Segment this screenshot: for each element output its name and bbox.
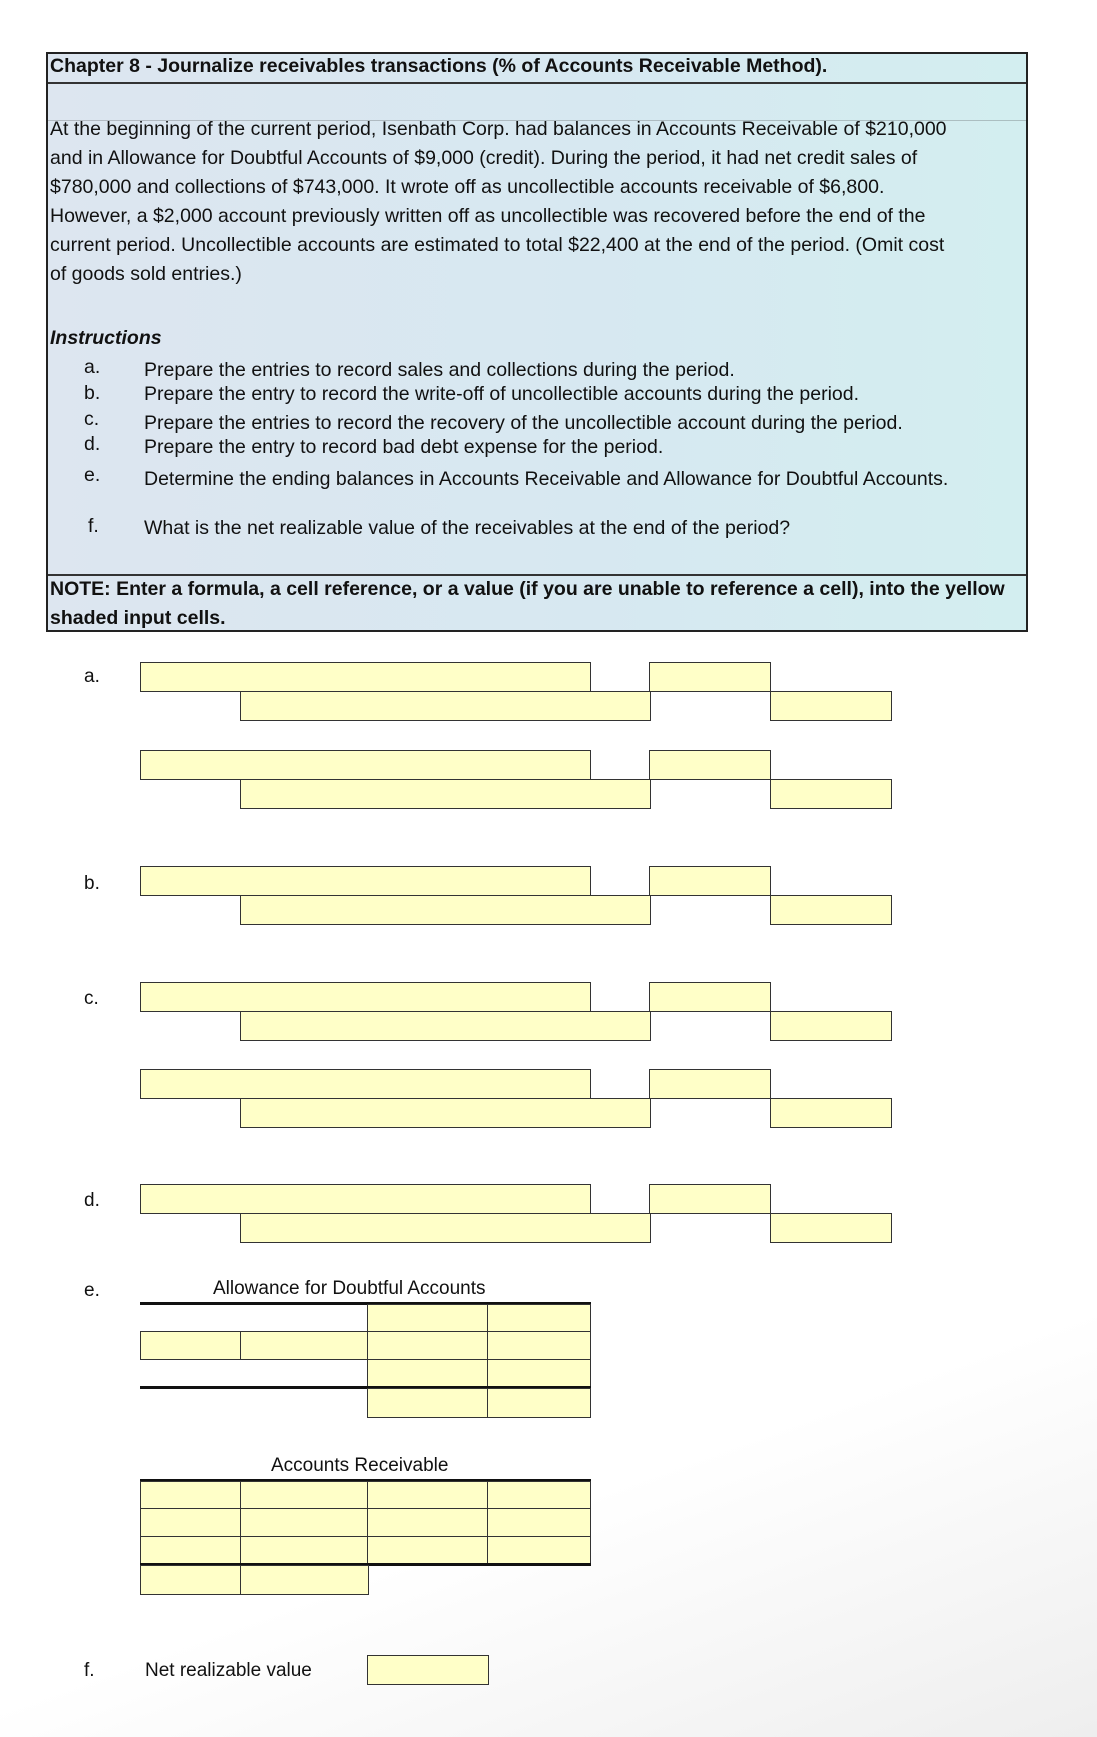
instruction-letter-d: d. [84,433,101,455]
ar-r3-c1-input[interactable] [140,1536,242,1564]
b-credit-amount-input[interactable] [770,895,892,925]
allowance-account-title: Allowance for Doubtful Accounts [213,1278,486,1299]
instruction-letter-e: e. [84,464,101,486]
ar-r1-c2-input[interactable] [240,1481,369,1509]
b-debit-account-input[interactable] [140,866,591,896]
a2-debit-account-input[interactable] [140,750,591,780]
problem-top-rule [48,120,1026,121]
ar-r1-c4-input[interactable] [487,1481,591,1509]
a1-debit-account-input[interactable] [140,662,591,692]
c1-credit-amount-input[interactable] [770,1011,892,1041]
a1-credit-account-input[interactable] [240,691,651,721]
instruction-text-a: Prepare the entries to record sales and collections during the period. [144,359,735,381]
part-a-label: a. [84,666,100,687]
problem-line-6: of goods sold entries.) [50,263,242,285]
title-divider [48,82,1026,84]
part-d-label: d. [84,1190,100,1211]
problem-panel [46,52,1028,632]
a2-debit-amount-input[interactable] [649,750,771,780]
part-e-label: e. [84,1280,100,1301]
a2-credit-amount-input[interactable] [770,779,892,809]
c1-credit-account-input[interactable] [240,1011,651,1041]
c2-credit-amount-input[interactable] [770,1098,892,1128]
ar-r4-c1-input[interactable] [140,1565,242,1595]
note-line-2: shaded input cells. [50,607,226,629]
ar-r3-c2-input[interactable] [240,1536,369,1564]
ar-r2-c3-input[interactable] [367,1508,489,1537]
allowance-r2-c4-input[interactable] [487,1331,591,1360]
allowance-r4-c4-input[interactable] [487,1388,591,1418]
a1-credit-amount-input[interactable] [770,691,892,721]
instruction-text-e: Determine the ending balances in Accounts Receivable and Allowance for Doubtful Accounts. [144,468,949,490]
c2-credit-account-input[interactable] [240,1098,651,1128]
c2-debit-amount-input[interactable] [649,1069,771,1099]
allowance-r1-c4-input[interactable] [487,1304,591,1332]
note-line-1: NOTE: Enter a formula, a cell reference, or a value (if you are unable to reference a cell), into the yellow [50,578,1005,600]
allowance-r3-c4-input[interactable] [487,1359,591,1387]
part-f-label: f. [84,1660,95,1681]
d-debit-account-input[interactable] [140,1184,591,1214]
ar-r2-c2-input[interactable] [240,1508,369,1537]
allowance-r2-c3-input[interactable] [367,1331,489,1360]
instruction-letter-a: a. [84,356,101,378]
instruction-letter-c: c. [84,408,100,430]
ar-r3-c4-input[interactable] [487,1536,591,1564]
instruction-text-c: Prepare the entries to record the recovery of the uncollectible account during the period. [144,412,903,434]
allowance-r4-c3-input[interactable] [367,1388,489,1418]
allowance-r2-c1-input[interactable] [140,1331,242,1360]
problem-line-3: $780,000 and collections of $743,000. It wrote off as uncollectible accounts receivable of $6,800. [50,176,885,198]
net-realizable-value-input[interactable] [367,1655,489,1685]
allowance-r2-c2-input[interactable] [240,1331,369,1360]
problem-line-2: and in Allowance for Doubtful Accounts of $9,000 (credit). During the period, it had net credit sales of [50,147,918,169]
instruction-text-f: What is the net realizable value of the receivables at the end of the period? [144,517,791,539]
instruction-text-b: Prepare the entry to record the write-off of uncollectible accounts during the period. [144,383,860,405]
b-debit-amount-input[interactable] [649,866,771,896]
a1-debit-amount-input[interactable] [649,662,771,692]
net-realizable-value-label: Net realizable value [145,1660,312,1681]
c1-debit-account-input[interactable] [140,982,591,1012]
c1-debit-amount-input[interactable] [649,982,771,1012]
ar-r3-c3-input[interactable] [367,1536,489,1564]
ar-r1-c3-input[interactable] [367,1481,489,1509]
d-credit-account-input[interactable] [240,1213,651,1243]
ar-r2-c1-input[interactable] [140,1508,242,1537]
allowance-r1-c3-input[interactable] [367,1304,489,1332]
allowance-r3-c3-input[interactable] [367,1359,489,1387]
b-credit-account-input[interactable] [240,895,651,925]
ar-account-title: Accounts Receivable [271,1455,449,1476]
problem-line-5: current period. Uncollectible accounts are estimated to total $22,400 at the end of the period. (Omit cost [50,234,945,256]
instruction-letter-b: b. [84,382,101,404]
part-c-label: c. [84,988,99,1009]
ar-r2-c4-input[interactable] [487,1508,591,1537]
problem-title: Chapter 8 - Journalize receivables transactions (% of Accounts Receivable Method). [50,55,828,77]
d-credit-amount-input[interactable] [770,1213,892,1243]
part-b-label: b. [84,873,100,894]
ar-r4-c2-input[interactable] [240,1565,369,1595]
c2-debit-account-input[interactable] [140,1069,591,1099]
instruction-letter-f: f. [88,515,99,537]
instruction-text-d: Prepare the entry to record bad debt expense for the period. [144,436,664,458]
problem-line-1: At the beginning of the current period, Isenbath Corp. had balances in Accounts Receivable of $210,000 [50,118,947,140]
a2-credit-account-input[interactable] [240,779,651,809]
instructions-heading: Instructions [50,327,162,349]
problem-line-4: However, a $2,000 account previously written off as uncollectible was recovered before the end of the [50,205,926,227]
ar-r1-c1-input[interactable] [140,1481,242,1509]
d-debit-amount-input[interactable] [649,1184,771,1214]
